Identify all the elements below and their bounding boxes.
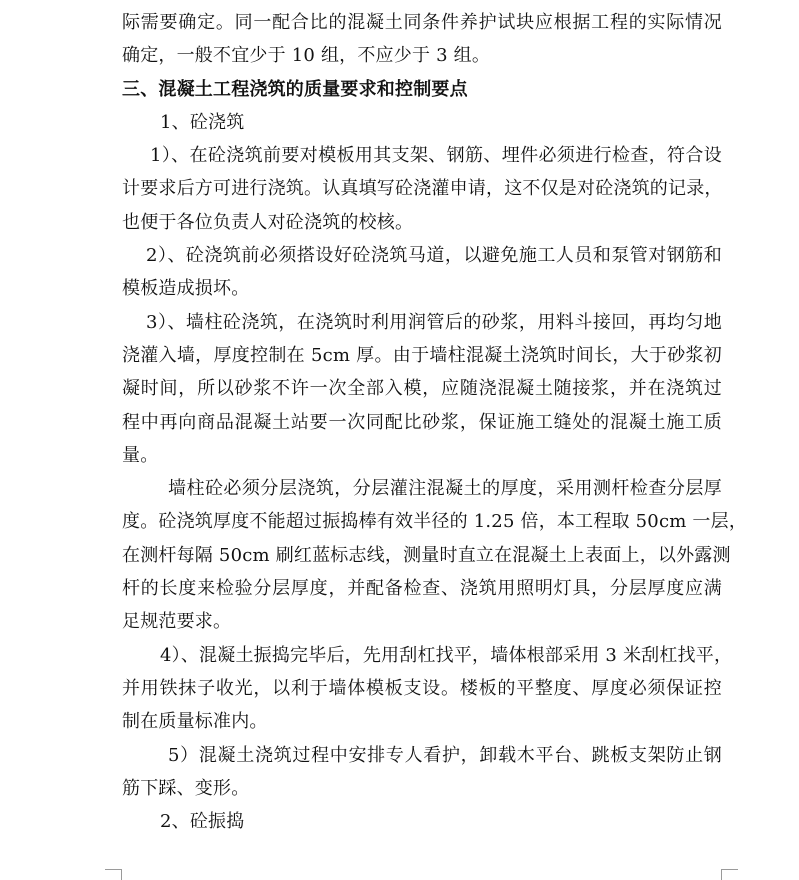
text-line: 制在质量标准内。 (122, 711, 268, 733)
text-line: 计要求后方可进行浇筑。认真填写砼浇灌申请，这不仅是对砼浇筑的记录， (122, 178, 723, 200)
text-line: 5）混凝土浇筑过程中安排专人看护，卸载木平台、跳板支架防止钢 (168, 744, 722, 766)
text-line: 3）、墙柱砼浇筑，在浇筑时利用润管后的砂浆，用料斗接回，再均匀地 (146, 311, 722, 333)
page-margin-marker-left (105, 869, 122, 880)
text-line: 2）、砼浇筑前必须搭设好砼浇筑马道，以避免施工人员和泵管对钢筋和 (146, 245, 722, 267)
text-line: 凝时间，所以砂浆不许一次全部入模，应随浇混凝土随接浆，并在浇筑过 (122, 378, 722, 400)
text-line: 也便于各位负责人对砼浇筑的校核。 (122, 211, 414, 233)
text-line: 1）、在砼浇筑前要对模板用其支架、钢筋、埋件必须进行检查，符合设 (150, 145, 722, 167)
text-line: 墙柱砼必须分层浇筑，分层灌注混凝土的厚度，采用测杆检查分层厚 (168, 478, 722, 500)
subsection-heading: 1、砼浇筑 (160, 111, 245, 133)
subsection-heading: 2、砼振捣 (160, 811, 245, 833)
text-line: 4）、混凝土振捣完毕后，先用刮杠找平，墙体根部采用 3 米刮杠找平， (160, 644, 733, 666)
text-line: 筋下踩、变形。 (122, 777, 250, 799)
text-line: 足规范要求。 (122, 611, 232, 633)
section-heading: 三、混凝土工程浇筑的质量要求和控制要点 (122, 78, 468, 100)
text-line: 浇灌入墙，厚度控制在 5cm 厚。由于墙柱混凝土浇筑时间长，大于砂浆初 (122, 344, 722, 366)
text-line: 杆的长度来检验分层厚度，并配备检查、浇筑用照明灯具，分层厚度应满 (122, 578, 722, 600)
text-line: 在测杆每隔 50cm 刷红蓝标志线，测量时直立在混凝土上表面上，以外露测 (122, 544, 731, 566)
text-line: 确定，一般不宜少于 10 组，不应少于 3 组。 (122, 45, 491, 67)
text-line: 量。 (122, 444, 159, 466)
text-line: 模板造成损坏。 (122, 278, 250, 300)
text-line: 际需要确定。同一配合比的混凝土同条件养护试块应根据工程的实际情况 (122, 12, 722, 33)
text-line: 度。砼浇筑厚度不能超过振捣棒有效半径的 1.25 倍，本工程取 50cm 一层， (122, 511, 748, 533)
text-line: 并用铁抹子收光，以利于墙体模板支设。楼板的平整度、厚度必须保证控 (122, 677, 722, 699)
text-line: 程中再向商品混凝土站要一次同配比砂浆，保证施工缝处的混凝土施工质 (122, 411, 722, 433)
document-body (122, 6, 748, 838)
page-margin-marker-right (721, 869, 738, 880)
